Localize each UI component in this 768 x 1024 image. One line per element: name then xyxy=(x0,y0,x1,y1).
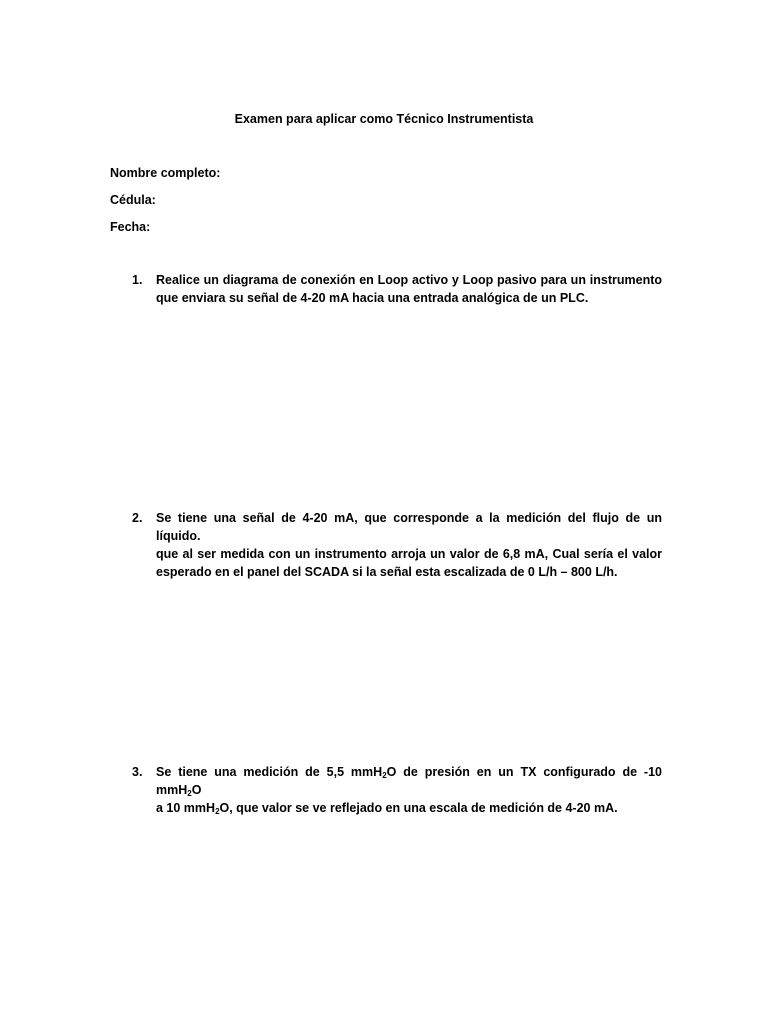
name-field-label: Nombre completo: xyxy=(110,166,221,180)
question-line: que enviara su señal de 4-20 mA hacia una entrada analógica de un PLC. xyxy=(156,291,589,305)
text-run: a 10 mmH xyxy=(156,801,216,815)
text-run: O de presión en un TX configurado de -10 mmH xyxy=(156,765,662,797)
question-line: esperado en el panel del SCADA si la señal esta escalizada de 0 L/h – 800 L/h. xyxy=(156,565,618,579)
question-line xyxy=(156,763,662,799)
subscript: 2 xyxy=(215,807,220,816)
question-number: 2. xyxy=(132,511,143,525)
question-2 xyxy=(132,509,662,581)
question-line: Realice un diagrama de conexión en Loop activo y Loop pasivo para un instrumento xyxy=(156,273,662,287)
subscript: 2 xyxy=(382,771,387,780)
id-field-label: Cédula: xyxy=(110,193,156,207)
question-text xyxy=(156,271,662,307)
text-run: Se tiene una medición de 5,5 mmH xyxy=(156,765,383,779)
question-line: que al ser medida con un instrumento arroja un valor de 6,8 mA, Cual sería el valor xyxy=(156,547,662,561)
question-line: Se tiene una señal de 4-20 mA, que corresponde a la medición del flujo de un líquido. xyxy=(156,511,662,543)
question-text xyxy=(156,509,662,581)
text-run: O, que valor se ve reflejado en una escala de medición de 4-20 mA. xyxy=(219,801,618,815)
question-1 xyxy=(132,271,662,307)
question-line xyxy=(156,799,662,817)
question-3 xyxy=(132,763,662,817)
question-number: 1. xyxy=(132,273,143,287)
question-number: 3. xyxy=(132,765,143,779)
date-field-label: Fecha: xyxy=(110,220,151,234)
subscript: 2 xyxy=(187,789,192,798)
text-run: O xyxy=(191,783,202,797)
question-text xyxy=(156,763,662,817)
page-title: Examen para aplicar como Técnico Instrumentista xyxy=(234,112,534,126)
